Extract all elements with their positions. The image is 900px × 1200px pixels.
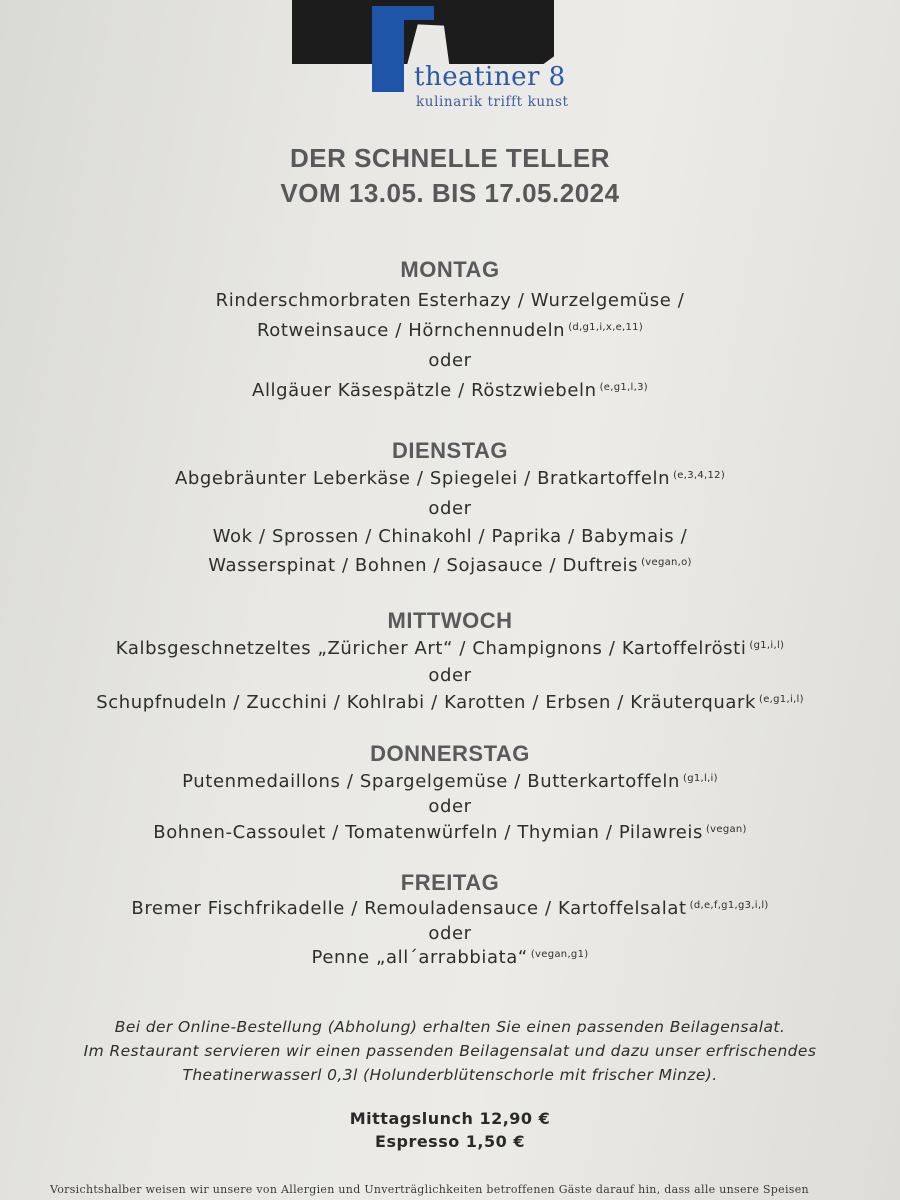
- dish-dienstag-1: Abgebräunter Leberkäse / Spiegelei / Bratkartoffeln $^{(e,3,4,12)}$: [174, 468, 726, 489]
- logo-blue-bar: [372, 6, 434, 20]
- day-heading-donnerstag: DONNERSTAG: [370, 741, 530, 766]
- price-lunch: Mittagslunch 12,90 €: [349, 1109, 551, 1128]
- allergen-codes: (e,g1,i,l): [759, 694, 804, 705]
- or-separator: oder: [428, 796, 472, 817]
- dish-dienstag-2-line1: Wok / Sprossen / Chinakohl / Paprika / Babymais /: [212, 526, 688, 547]
- logo-name: theatiner 8: [414, 62, 566, 92]
- allergy-disclaimer: Vorsichtshalber weisen wir unsere von Allergien und Unverträglichkeiten betroffenen Gäste darauf hin, dass alle unsere Speisen: [50, 1183, 809, 1196]
- dish-mittwoch-1: Kalbsgeschnetzeltes „Züricher Art“ / Champignons / Kartoffelrösti $^{(g1,i,l)}$: [115, 638, 785, 659]
- or-separator: oder: [428, 665, 472, 686]
- day-heading-dienstag: DIENSTAG: [391, 438, 509, 463]
- dish-montag-1-line1: Rinderschmorbraten Esterhazy / Wurzelgemüse /: [215, 290, 685, 311]
- dish-dienstag-2-line2: Wasserspinat / Bohnen / Sojasauce / Duftreis $^{(vegan,o)}$: [208, 555, 692, 576]
- dish-montag-2: Allgäuer Käsespätzle / Röstzwiebeln $^{(e,g1,l,3)}$: [252, 380, 648, 401]
- info-note-line1: Bei der Online-Bestellung (Abholung) erhalten Sie einen passenden Beilagensalat.: [114, 1018, 786, 1036]
- allergen-codes: (vegan): [705, 824, 747, 835]
- dish-montag-1-line2: Rotweinsauce / Hörnchennudeln $^{(d,g1,i,x,e,11)}$: [256, 320, 644, 341]
- allergen-codes: (vegan,o): [641, 557, 692, 568]
- menu-date-range: VOM 13.05. BIS 17.05.2024: [280, 178, 620, 208]
- dish-donnerstag-1: Putenmedaillons / Spargelgemüse / Butterkartoffeln $^{(g1,l,i)}$: [182, 771, 718, 792]
- dish-freitag-1: Bremer Fischfrikadelle / Remouladensauce / Kartoffelsalat $^{(d,e,f,g1,g3,i,l)}$: [131, 898, 769, 919]
- day-heading-freitag: FREITAG: [400, 870, 500, 895]
- price-espresso: Espresso 1,50 €: [375, 1132, 525, 1151]
- info-note-line2: Im Restaurant servieren wir einen passenden Beilagensalat und dazu unser erfrischendes: [83, 1042, 817, 1060]
- dish-donnerstag-2: Bohnen-Cassoulet / Tomatenwürfeln / Thymian / Pilawreis $^{(vegan)}$: [153, 822, 747, 843]
- logo-tagline: kulinarik trifft kunst: [416, 94, 569, 110]
- allergen-codes: (d,e,f,g1,g3,i,l): [689, 900, 769, 911]
- logo-blue-mark: [372, 12, 404, 92]
- dish-freitag-2: Penne „all´arrabbiata“ $^{(vegan,g1)}$: [311, 947, 589, 968]
- allergen-codes: (e,3,4,12): [673, 470, 726, 481]
- allergen-codes: (vegan,g1): [530, 949, 589, 960]
- allergen-codes: (g1,l,i): [683, 773, 718, 784]
- or-separator: oder: [428, 350, 472, 371]
- or-separator: oder: [428, 498, 472, 519]
- dish-mittwoch-2: Schupfnudeln / Zucchini / Kohlrabi / Karotten / Erbsen / Kräuterquark $^{(e,g1,i,l)}$: [96, 692, 804, 713]
- allergen-codes: (g1,i,l): [749, 640, 785, 651]
- or-separator: oder: [428, 923, 472, 944]
- allergen-codes: (e,g1,l,3): [599, 382, 648, 393]
- day-heading-mittwoch: MITTWOCH: [387, 608, 513, 633]
- allergen-codes: (d,g1,i,x,e,11): [568, 322, 644, 333]
- menu-title: DER SCHNELLE TELLER: [289, 143, 611, 173]
- info-note-line3: Theatinerwasserl 0,3l (Holunderblütenschorle mit frischer Minze).: [182, 1066, 718, 1084]
- day-heading-montag: MONTAG: [400, 257, 500, 282]
